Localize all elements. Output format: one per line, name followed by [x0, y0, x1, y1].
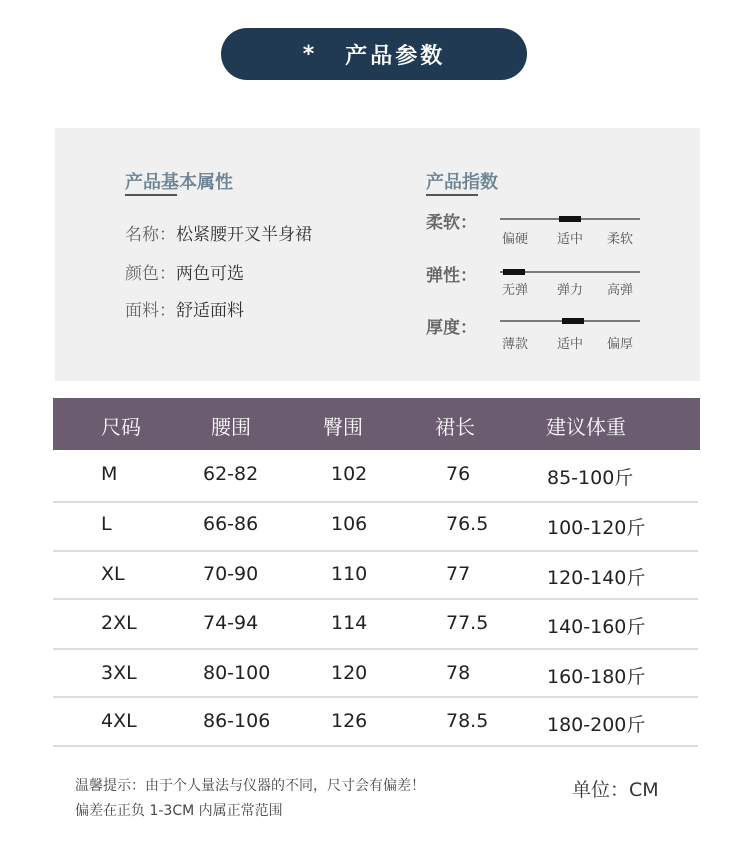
- table-row: [53, 452, 698, 501]
- note-line-2: 偏差在正负 1-3CM 内属正常范围: [75, 803, 283, 819]
- cell-waist: 80-100: [203, 662, 271, 684]
- elasticity-tick-mid: 弹力: [557, 283, 584, 298]
- cell-length: 76: [446, 463, 471, 485]
- cell-hip: 106: [331, 513, 368, 535]
- table-row: [53, 502, 698, 551]
- cell-waist: 62-82: [203, 463, 259, 485]
- index-heading-underline: [426, 194, 478, 196]
- unit-label: 单位：CM: [572, 779, 659, 801]
- thickness-marker: [562, 318, 584, 324]
- cell-size: 3XL: [101, 662, 137, 684]
- cell-weight: 120-140斤: [547, 567, 646, 589]
- basic-heading-text: 产品基本属性: [125, 172, 233, 193]
- cell-size: M: [101, 463, 118, 485]
- softness-marker: [559, 216, 581, 222]
- header-length: 裙长: [435, 415, 475, 439]
- attr-fabric: [125, 296, 244, 321]
- basic-heading: [125, 168, 233, 194]
- attr-color: [125, 259, 244, 284]
- softness-scale: [500, 218, 640, 220]
- cell-hip: 114: [331, 612, 368, 634]
- thickness-scale: [500, 320, 640, 322]
- cell-length: 77.5: [446, 612, 489, 634]
- attr-name-value: 松紧腰开叉半身裙: [176, 225, 312, 245]
- title-text: 产品参数: [345, 43, 446, 69]
- cell-hip: 102: [331, 463, 368, 485]
- cell-weight: 100-120斤: [547, 517, 646, 539]
- attr-fabric-value: 舒适面料: [176, 301, 244, 321]
- note-line-1: 温馨提示：由于个人量法与仪器的不同，尺寸会有偏差！: [75, 778, 425, 794]
- title-star: *: [302, 41, 318, 67]
- attribute-panel: [55, 128, 700, 381]
- attr-color-key: 颜色：: [125, 264, 176, 284]
- attr-color-value: 两色可选: [176, 264, 244, 284]
- thickness-label: 厚度：: [426, 318, 477, 338]
- thickness-tick-high: 偏厚: [607, 337, 634, 352]
- attr-name-key: 名称：: [125, 225, 176, 245]
- table-row: [53, 600, 698, 649]
- size-table-header: [53, 398, 700, 450]
- header-waist: 腰围: [211, 415, 251, 439]
- elasticity-label: 弹性：: [426, 266, 477, 286]
- index-heading-text: 产品指数: [426, 172, 498, 193]
- row-divider: [53, 745, 698, 747]
- attr-fabric-key: 面料：: [125, 301, 176, 321]
- cell-waist: 70-90: [203, 563, 259, 585]
- cell-weight: 85-100斤: [547, 467, 634, 489]
- softness-label: 柔软：: [426, 213, 477, 233]
- cell-length: 78: [446, 662, 471, 684]
- cell-hip: 120: [331, 662, 368, 684]
- cell-waist: 74-94: [203, 612, 259, 634]
- cell-size: XL: [101, 563, 125, 585]
- elasticity-scale: [500, 271, 640, 273]
- cell-waist: 86-106: [203, 710, 271, 732]
- elasticity-marker: [503, 269, 525, 275]
- cell-length: 77: [446, 563, 471, 585]
- table-row: [53, 698, 698, 747]
- cell-weight: 160-180斤: [547, 666, 646, 688]
- cell-waist: 66-86: [203, 513, 259, 535]
- softness-tick-mid: 适中: [557, 232, 584, 247]
- basic-heading-underline: [125, 194, 177, 196]
- cell-size: 2XL: [101, 612, 137, 634]
- softness-tick-high: 柔软: [607, 232, 634, 247]
- table-row: [53, 650, 698, 699]
- header-weight: 建议体重: [546, 415, 626, 439]
- thickness-tick-low: 薄款: [502, 337, 529, 352]
- cell-length: 78.5: [446, 710, 489, 732]
- cell-weight: 180-200斤: [547, 714, 646, 736]
- index-heading: [426, 168, 498, 194]
- attr-name: [125, 220, 312, 245]
- cell-length: 76.5: [446, 513, 489, 535]
- header-size: 尺码: [101, 415, 141, 439]
- cell-hip: 110: [331, 563, 368, 585]
- section-title: [221, 28, 527, 80]
- softness-tick-low: 偏硬: [502, 232, 529, 247]
- cell-size: 4XL: [101, 710, 137, 732]
- thickness-tick-mid: 适中: [557, 337, 584, 352]
- header-hip: 臀围: [323, 415, 363, 439]
- cell-hip: 126: [331, 710, 368, 732]
- table-row: [53, 552, 698, 601]
- elasticity-tick-low: 无弹: [502, 283, 529, 298]
- elasticity-tick-high: 高弹: [607, 283, 634, 298]
- cell-weight: 140-160斤: [547, 616, 646, 638]
- cell-size: L: [101, 513, 112, 535]
